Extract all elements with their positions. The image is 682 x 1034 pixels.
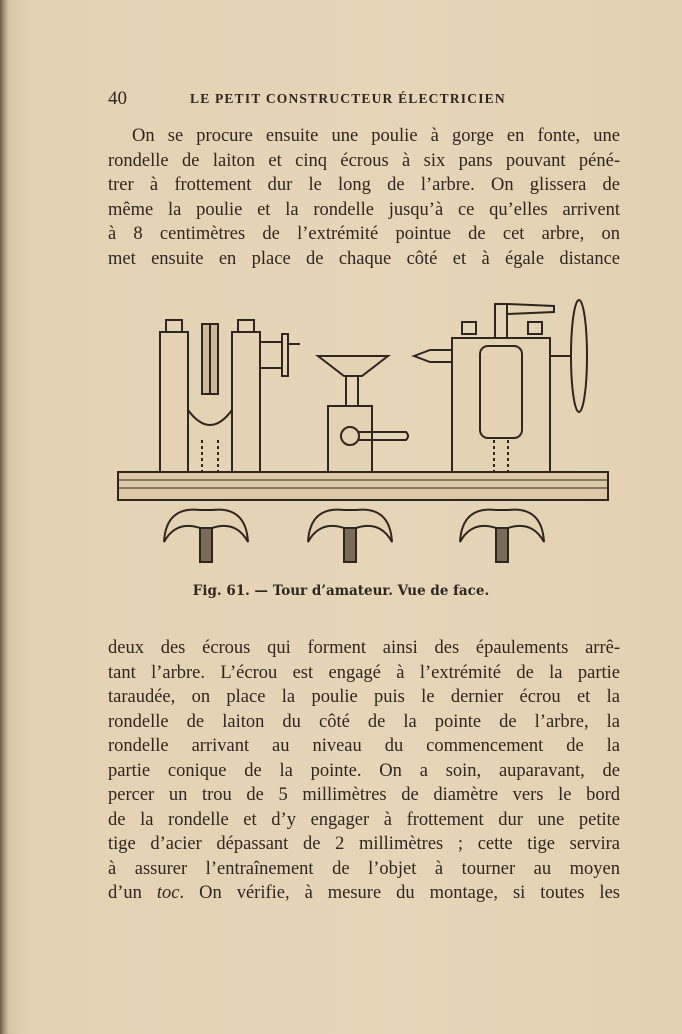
text-line: deux des écrous qui forment ainsi des épaulements arrê- bbox=[108, 638, 620, 658]
paragraph-top bbox=[108, 124, 620, 271]
text-line: On se procure ensuite une poulie à gorge en fonte, une bbox=[132, 126, 620, 146]
lathe-illustration bbox=[110, 290, 620, 570]
text-line: à assurer l’entraînement de l’objet à tourner au moyen bbox=[108, 858, 620, 879]
text-line: tige d’acier dépassant de 2 millimètres ; cette tige servira bbox=[108, 834, 620, 854]
headstock bbox=[160, 320, 300, 472]
text-line: taraudée, on place la poulie puis le dernier écrou et la bbox=[108, 687, 620, 707]
clamp-screws bbox=[164, 510, 544, 562]
text-line: trer à frottement dur le long de l’arbre. On glissera de bbox=[108, 175, 620, 195]
lathe-bed bbox=[118, 472, 608, 500]
figure-caption: Fig. 61. — Tour d’amateur. Vue de face. bbox=[192, 583, 490, 599]
page-number: 40 bbox=[108, 88, 127, 109]
tailstock bbox=[414, 300, 587, 472]
paragraph-bottom bbox=[108, 636, 620, 906]
page-header bbox=[108, 88, 620, 112]
text-line: rondelle de laiton et cinq écrous à six pans pouvant péné- bbox=[108, 150, 620, 171]
text-line bbox=[108, 881, 620, 906]
italic-term: toc bbox=[156, 883, 180, 903]
text-line: de la rondelle et d’y engager à frottement dur une petite bbox=[108, 809, 620, 830]
text-line: percer un trou de 5 millimètres de diamètre vers le bord bbox=[108, 785, 620, 805]
text-run: . On vérifie, à mesure du montage, si toutes les bbox=[179, 883, 620, 903]
text-line: met ensuite en place de chaque côté et à égale distance bbox=[108, 248, 620, 269]
text-line: rondelle de laiton du côté de la pointe de l’arbre, la bbox=[108, 711, 620, 732]
text-line: partie conique de la pointe. On a soin, auparavant, de bbox=[108, 760, 620, 781]
text-line: rondelle arrivant au niveau du commencement de la bbox=[108, 736, 620, 756]
text-line: à 8 centimètres de l’extrémité pointue de cet arbre, on bbox=[108, 224, 620, 244]
tool-rest bbox=[318, 356, 408, 472]
text-run: d’un bbox=[108, 883, 157, 903]
text-line: même la poulie et la rondelle jusqu’à ce qu’elles arrivent bbox=[108, 199, 620, 220]
text-line: tant l’arbre. L’écrou est engagé à l’extrémité de la partie bbox=[108, 662, 620, 683]
running-title: LE PETIT CONSTRUCTEUR ÉLECTRICIEN bbox=[190, 91, 506, 106]
